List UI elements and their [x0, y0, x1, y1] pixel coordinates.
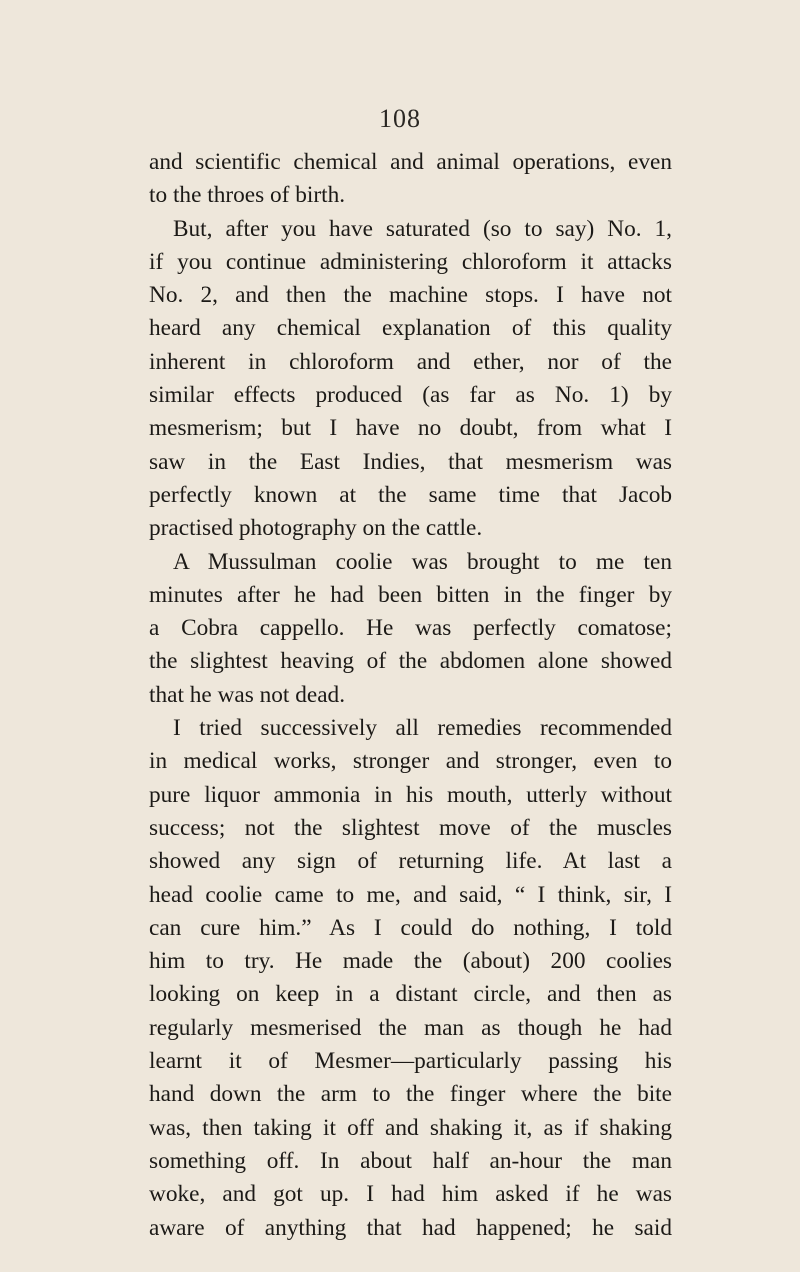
text-line: pure liquor ammonia in his mouth, utterly without	[149, 781, 672, 808]
text-line: similar effects produced (as far as No. 1) by	[149, 382, 672, 409]
text-line: to the throes of birth.	[149, 182, 346, 209]
text-line: success; not the slightest move of the muscles	[149, 814, 672, 841]
text-line: But, after you have saturated (so to say) No. 1,	[173, 215, 672, 242]
text-line: No. 2, and then the machine stops. I have not	[149, 282, 672, 309]
text-line: can cure him.” As I could do nothing, I told	[149, 914, 672, 941]
page-number: 108	[379, 104, 421, 133]
text-line: perfectly known at the same time that Jacob	[149, 481, 672, 508]
text-line: practised photography on the cattle.	[149, 515, 483, 542]
text-line: aware of anything that had happened; he said	[149, 1214, 672, 1241]
text-line: learnt it of Mesmer—particularly passing his	[149, 1048, 672, 1075]
text-line: inherent in chloroform and ether, nor of the	[149, 348, 672, 375]
text-line: showed any sign of returning life. At last a	[149, 848, 672, 875]
text-line: the slightest heaving of the abdomen alone showed	[149, 648, 672, 675]
text-line: a Cobra cappello. He was perfectly comatose;	[149, 615, 672, 642]
text-line: something off. In about half an-hour the man	[149, 1147, 672, 1174]
text-line: saw in the East Indies, that mesmerism was	[149, 448, 672, 475]
text-line: was, then taking it off and shaking it, as if shaking	[149, 1114, 672, 1141]
text-line: heard any chemical explanation of this quality	[149, 315, 672, 342]
text-line: looking on keep in a distant circle, and then as	[149, 981, 672, 1008]
text-line: hand down the arm to the finger where the bite	[149, 1081, 672, 1108]
text-line: if you continue administering chloroform it attacks	[149, 248, 672, 275]
text-line: minutes after he had been bitten in the finger by	[149, 581, 672, 608]
text-line: mesmerism; but I have no doubt, from what I	[149, 415, 672, 442]
text-line: woke, and got up. I had him asked if he was	[149, 1181, 672, 1208]
text-line: I tried successively all remedies recommended	[173, 715, 672, 742]
text-line: regularly mesmerised the man as though he had	[149, 1014, 672, 1041]
text-line: A Mussulman coolie was brought to me ten	[173, 548, 672, 575]
text-line: that he was not dead.	[149, 681, 346, 708]
text-line: and scientific chemical and animal operations, even	[149, 149, 672, 175]
text-line: him to try. He made the (about) 200 coolies	[149, 948, 672, 975]
text-line: head coolie came to me, and said, “ I think, sir, I	[149, 881, 672, 908]
body-text	[149, 146, 672, 1245]
text-line: in medical works, stronger and stronger, even to	[149, 748, 672, 775]
